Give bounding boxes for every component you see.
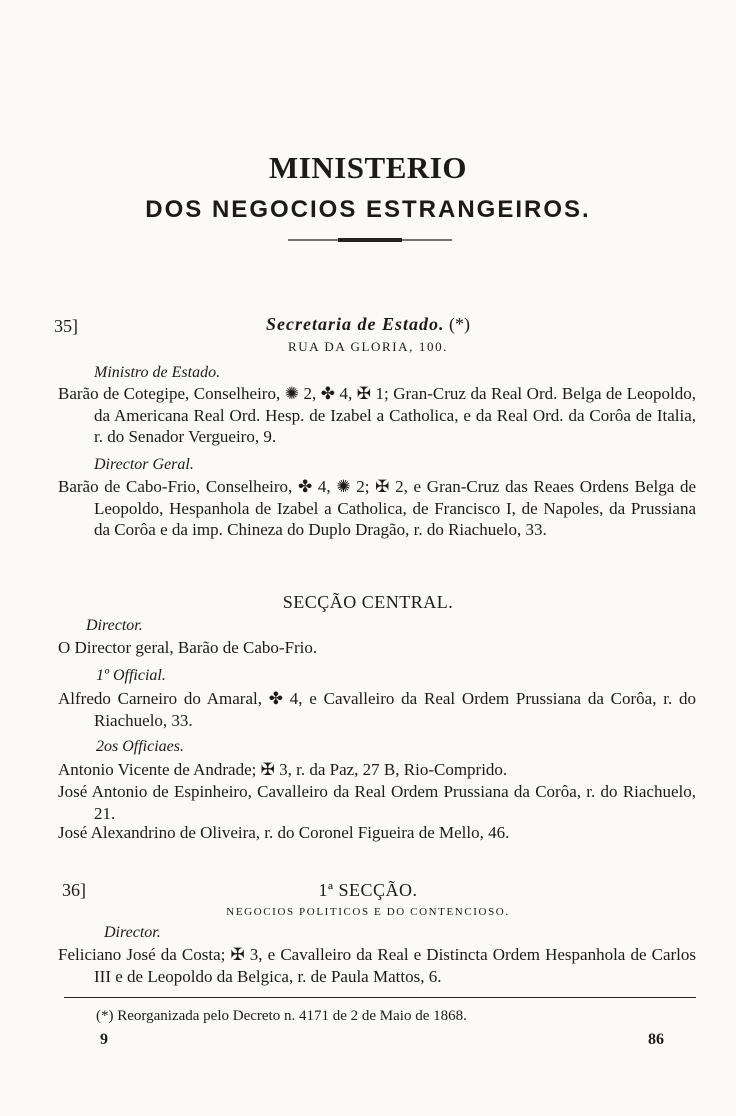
ornament-rule-icon bbox=[288, 237, 452, 243]
footnote-text: (*) Reorganizada pelo Decreto n. 4171 de 2 de Maio de 1868. bbox=[96, 1008, 467, 1024]
role-label-director-36: Director. bbox=[104, 924, 161, 941]
entry-oficial2-3: José Alexandrino de Oliveira, r. do Coronel Figueira de Mello, 46. bbox=[58, 823, 510, 842]
section-36-title: 1ª SECÇÃO. bbox=[318, 880, 418, 900]
section-35-heading bbox=[0, 314, 736, 335]
section-36-subtitle: NEGOCIOS POLITICOS E DO CONTENCIOSO. bbox=[226, 906, 510, 918]
role-label-oficiais2: 2os Officiaes. bbox=[96, 738, 184, 755]
ministry-subtitle: DOS NEGOCIOS ESTRANGEIROS. bbox=[145, 196, 591, 223]
entry-director-36: Feliciano José da Costa; ✠ 3, e Cavalleiro da Real e Distincta Ordem Hespanhola de Carlos III e de Leopoldo da Belgica, r. de Paula Mattos, 6. bbox=[58, 945, 696, 986]
footnote-mark: (*) bbox=[449, 314, 470, 334]
footnote-rule bbox=[64, 997, 696, 998]
signature-mark: 9 bbox=[100, 1031, 108, 1048]
section-35-title: Secretaria de Estado. bbox=[266, 314, 445, 334]
section-35-address: RUA DA GLORIA, 100. bbox=[287, 339, 449, 354]
page-number: 86 bbox=[648, 1031, 664, 1048]
role-label-ministro: Ministro de Estado. bbox=[94, 364, 221, 381]
role-label-director: Director. bbox=[86, 617, 143, 634]
entry-director-geral: Barão de Cabo-Frio, Conselheiro, ✤ 4, ✺ 2; ✠ 2, e Gran-Cruz das Reaes Ordens Belga de Leopoldo, Hespanhola de Izabel a Catholica, de Francisco I, de Napoles, da Prussiana da Corôa e da imp. Chineza do Duplo Dragão, r. do Riachuelo, 33. bbox=[58, 477, 696, 539]
section-number-35: 35] bbox=[54, 316, 78, 336]
seccao-central-title: SECÇÃO CENTRAL. bbox=[282, 592, 454, 612]
entry-oficial2-2: José Antonio de Espinheiro, Cavalleiro da Real Ordem Prussiana da Corôa, r. do Riachuelo, 21. bbox=[58, 782, 696, 823]
section-number-36: 36] bbox=[62, 880, 86, 900]
entry-director-central: O Director geral, Barão de Cabo-Frio. bbox=[58, 638, 318, 657]
entry-oficial1: Alfredo Carneiro do Amaral, ✤ 4, e Cavalleiro da Real Ordem Prussiana da Corôa, r. do Riachuelo, 33. bbox=[58, 689, 696, 730]
ministry-title: MINISTERIO bbox=[269, 150, 467, 185]
entry-oficial2-1: Antonio Vicente de Andrade; ✠ 3, r. da Paz, 27 B, Rio-Comprido. bbox=[58, 760, 508, 779]
role-label-oficial1: 1º Official. bbox=[96, 667, 166, 684]
entry-ministro: Barão de Cotegipe, Conselheiro, ✺ 2, ✤ 4, ✠ 1; Gran-Cruz da Real Ord. Belga de Leopoldo, da Americana Real Ord. Hesp. de Izabel a Catholica, e da Real Ord. da Corôa de Italia, r. do Senador Vergueiro, 9. bbox=[58, 384, 696, 446]
role-label-director-geral: Director Geral. bbox=[94, 456, 194, 473]
